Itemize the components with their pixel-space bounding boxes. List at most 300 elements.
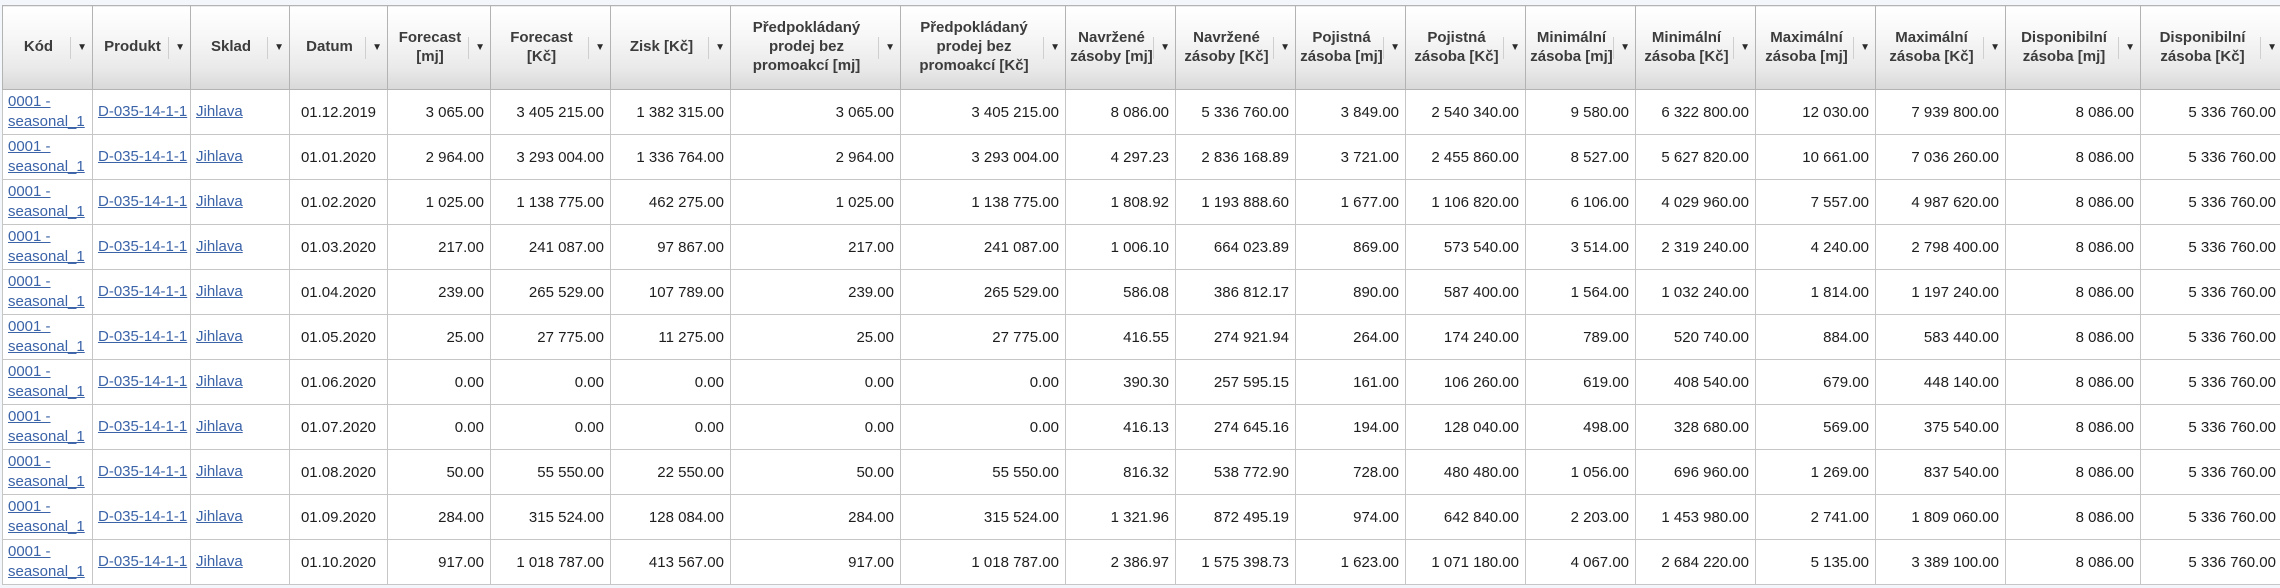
column-header-label: Pojistná zásoba [Kč] [1414,28,1499,65]
cell-pojistna_zasoba_mj: 869.00 [1296,225,1406,270]
cell-sklad [191,360,290,405]
cell-sklad [191,405,290,450]
cell-predpokladany_prodej_mj: 239.00 [731,270,901,315]
cell-navrzene_zasoby_kc: 872 495.19 [1176,495,1296,540]
filter-dropdown-icon[interactable]: ▼ [708,37,727,59]
cell-forecast_mj: 0.00 [388,360,491,405]
column-header-label: Pojistná zásoba [mj] [1300,28,1383,65]
kod-link[interactable]: 0001 - seasonal_1 [8,363,85,400]
column-header-label: Forecast [Kč] [510,28,573,65]
cell-datum: 01.12.2019 [290,90,388,135]
cell-maximalni_zasoba_mj: 7 557.00 [1756,180,1876,225]
column-header-minimalni_zasoba_mj[interactable] [1526,6,1636,90]
cell-forecast_kc: 55 550.00 [491,450,611,495]
cell-pojistna_zasoba_mj: 3 721.00 [1296,135,1406,180]
cell-datum: 01.07.2020 [290,405,388,450]
cell-produkt [93,495,191,540]
cell-zisk_kc: 97 867.00 [611,225,731,270]
sklad-link[interactable]: Jihlava [196,238,243,256]
cell-navrzene_zasoby_kc: 274 921.94 [1176,315,1296,360]
cell-sklad [191,225,290,270]
cell-maximalni_zasoba_kc: 1 809 060.00 [1876,495,2006,540]
sklad-link[interactable]: Jihlava [196,103,243,121]
column-header-label: Zisk [Kč] [629,38,694,56]
cell-pojistna_zasoba_mj: 1 623.00 [1296,540,1406,585]
cell-navrzene_zasoby_mj: 4 297.23 [1066,135,1176,180]
cell-forecast_mj: 284.00 [388,495,491,540]
filter-dropdown-icon[interactable]: ▼ [1613,37,1632,59]
cell-navrzene_zasoby_kc: 664 023.89 [1176,225,1296,270]
cell-datum: 01.08.2020 [290,450,388,495]
cell-zisk_kc: 107 789.00 [611,270,731,315]
column-header-zisk_kc[interactable] [611,6,731,90]
cell-zisk_kc: 413 567.00 [611,540,731,585]
cell-predpokladany_prodej_kc: 3 293 004.00 [901,135,1066,180]
column-header-label: Minimální zásoba [mj] [1530,28,1613,65]
filter-dropdown-icon[interactable]: ▼ [1273,37,1292,59]
kod-link[interactable]: 0001 - seasonal_1 [8,273,85,310]
column-header-label: Předpokládaný prodej bez promoakcí [Kč] [919,19,1029,74]
cell-kod [3,315,93,360]
cell-predpokladany_prodej_kc: 1 018 787.00 [901,540,1066,585]
cell-pojistna_zasoba_mj: 728.00 [1296,450,1406,495]
column-header-maximalni_zasoba_mj[interactable] [1756,6,1876,90]
cell-predpokladany_prodej_kc: 3 405 215.00 [901,90,1066,135]
cell-forecast_kc: 315 524.00 [491,495,611,540]
forecast-table [2,5,2280,585]
cell-forecast_kc: 0.00 [491,360,611,405]
cell-minimalni_zasoba_mj: 1 564.00 [1526,270,1636,315]
sklad-link[interactable]: Jihlava [196,463,243,481]
cell-disponibilni_zasoba_mj: 8 086.00 [2006,315,2141,360]
cell-datum: 01.03.2020 [290,225,388,270]
cell-kod [3,135,93,180]
cell-pojistna_zasoba_mj: 3 849.00 [1296,90,1406,135]
cell-navrzene_zasoby_kc: 5 336 760.00 [1176,90,1296,135]
table-row [3,270,2280,315]
cell-produkt [93,90,191,135]
cell-predpokladany_prodej_mj: 3 065.00 [731,90,901,135]
produkt-link[interactable]: D-035-14-1-1 [98,103,188,121]
cell-forecast_kc: 3 405 215.00 [491,90,611,135]
cell-produkt [93,360,191,405]
filter-dropdown-icon[interactable]: ▼ [365,37,384,59]
cell-forecast_kc: 0.00 [491,405,611,450]
filter-dropdown-icon[interactable]: ▼ [1043,37,1062,59]
cell-kod [3,405,93,450]
cell-datum: 01.02.2020 [290,180,388,225]
cell-navrzene_zasoby_mj: 416.13 [1066,405,1176,450]
cell-maximalni_zasoba_mj: 1 814.00 [1756,270,1876,315]
cell-minimalni_zasoba_kc: 5 627 820.00 [1636,135,1756,180]
cell-disponibilni_zasoba_kc: 5 336 760.00 [2141,270,2280,315]
produkt-link[interactable]: D-035-14-1-1 [98,553,188,571]
cell-disponibilni_zasoba_mj: 8 086.00 [2006,540,2141,585]
table-row [3,225,2280,270]
cell-disponibilni_zasoba_mj: 8 086.00 [2006,450,2141,495]
cell-maximalni_zasoba_mj: 12 030.00 [1756,90,1876,135]
sklad-link[interactable]: Jihlava [196,328,243,346]
cell-disponibilni_zasoba_kc: 5 336 760.00 [2141,315,2280,360]
cell-minimalni_zasoba_mj: 789.00 [1526,315,1636,360]
filter-dropdown-icon[interactable]: ▼ [1153,37,1172,59]
cell-disponibilni_zasoba_kc: 5 336 760.00 [2141,360,2280,405]
filter-dropdown-icon[interactable]: ▼ [1983,37,2002,59]
sklad-link[interactable]: Jihlava [196,283,243,301]
table-row [3,90,2280,135]
produkt-link[interactable]: D-035-14-1-1 [98,463,188,481]
produkt-link[interactable]: D-035-14-1-1 [98,508,188,526]
kod-link[interactable]: 0001 - seasonal_1 [8,498,85,535]
cell-forecast_mj: 25.00 [388,315,491,360]
column-header-produkt[interactable] [93,6,191,90]
cell-forecast_mj: 0.00 [388,405,491,450]
cell-forecast_mj: 2 964.00 [388,135,491,180]
cell-pojistna_zasoba_mj: 161.00 [1296,360,1406,405]
cell-minimalni_zasoba_kc: 696 960.00 [1636,450,1756,495]
table-row [3,360,2280,405]
cell-forecast_kc: 27 775.00 [491,315,611,360]
cell-navrzene_zasoby_mj: 1 321.96 [1066,495,1176,540]
column-header-kod[interactable] [3,6,93,90]
cell-maximalni_zasoba_kc: 7 939 800.00 [1876,90,2006,135]
cell-minimalni_zasoba_kc: 2 319 240.00 [1636,225,1756,270]
filter-dropdown-icon[interactable]: ▼ [588,37,607,59]
cell-sklad [191,135,290,180]
cell-zisk_kc: 11 275.00 [611,315,731,360]
cell-disponibilni_zasoba_kc: 5 336 760.00 [2141,540,2280,585]
cell-navrzene_zasoby_kc: 538 772.90 [1176,450,1296,495]
cell-navrzene_zasoby_kc: 274 645.16 [1176,405,1296,450]
column-header-label: Sklad [210,38,252,56]
cell-predpokladany_prodej_mj: 0.00 [731,405,901,450]
column-header-predpokladany_prodej_kc[interactable] [901,6,1066,90]
cell-predpokladany_prodej_mj: 0.00 [731,360,901,405]
cell-maximalni_zasoba_kc: 2 798 400.00 [1876,225,2006,270]
cell-pojistna_zasoba_kc: 128 040.00 [1406,405,1526,450]
table-row [3,540,2280,585]
cell-disponibilni_zasoba_mj: 8 086.00 [2006,495,2141,540]
cell-kod [3,90,93,135]
filter-dropdown-icon[interactable]: ▼ [468,37,487,59]
table-row [3,495,2280,540]
cell-maximalni_zasoba_mj: 10 661.00 [1756,135,1876,180]
cell-predpokladany_prodej_kc: 265 529.00 [901,270,1066,315]
cell-navrzene_zasoby_kc: 257 595.15 [1176,360,1296,405]
cell-zisk_kc: 0.00 [611,360,731,405]
table-row [3,405,2280,450]
cell-navrzene_zasoby_mj: 8 086.00 [1066,90,1176,135]
cell-minimalni_zasoba_kc: 328 680.00 [1636,405,1756,450]
cell-disponibilni_zasoba_kc: 5 336 760.00 [2141,405,2280,450]
cell-navrzene_zasoby_kc: 386 812.17 [1176,270,1296,315]
cell-datum: 01.01.2020 [290,135,388,180]
kod-link[interactable]: 0001 - seasonal_1 [8,93,85,130]
column-header-forecast_mj[interactable] [388,6,491,90]
cell-pojistna_zasoba_kc: 642 840.00 [1406,495,1526,540]
cell-navrzene_zasoby_mj: 816.32 [1066,450,1176,495]
cell-disponibilni_zasoba_mj: 8 086.00 [2006,225,2141,270]
cell-datum: 01.06.2020 [290,360,388,405]
cell-pojistna_zasoba_mj: 1 677.00 [1296,180,1406,225]
cell-minimalni_zasoba_kc: 520 740.00 [1636,315,1756,360]
cell-datum: 01.05.2020 [290,315,388,360]
cell-maximalni_zasoba_kc: 583 440.00 [1876,315,2006,360]
cell-sklad [191,450,290,495]
cell-kod [3,450,93,495]
table-header [3,6,2280,90]
cell-maximalni_zasoba_kc: 375 540.00 [1876,405,2006,450]
sklad-link[interactable]: Jihlava [196,553,243,571]
cell-maximalni_zasoba_mj: 884.00 [1756,315,1876,360]
cell-navrzene_zasoby_mj: 2 386.97 [1066,540,1176,585]
produkt-link[interactable]: D-035-14-1-1 [98,148,188,166]
sklad-link[interactable]: Jihlava [196,193,243,211]
cell-pojistna_zasoba_mj: 890.00 [1296,270,1406,315]
cell-zisk_kc: 22 550.00 [611,450,731,495]
filter-dropdown-icon[interactable]: ▼ [267,37,286,59]
filter-dropdown-icon[interactable]: ▼ [878,37,897,59]
cell-pojistna_zasoba_mj: 974.00 [1296,495,1406,540]
cell-pojistna_zasoba_kc: 1 106 820.00 [1406,180,1526,225]
cell-maximalni_zasoba_kc: 7 036 260.00 [1876,135,2006,180]
cell-produkt [93,540,191,585]
cell-pojistna_zasoba_kc: 573 540.00 [1406,225,1526,270]
header-row [3,6,2280,90]
column-header-label: Forecast [mj] [398,28,462,65]
cell-disponibilni_zasoba_mj: 8 086.00 [2006,180,2141,225]
produkt-link[interactable]: D-035-14-1-1 [98,193,188,211]
column-header-pojistna_zasoba_kc[interactable] [1406,6,1526,90]
cell-minimalni_zasoba_mj: 6 106.00 [1526,180,1636,225]
cell-minimalni_zasoba_kc: 4 029 960.00 [1636,180,1756,225]
cell-maximalni_zasoba_mj: 5 135.00 [1756,540,1876,585]
cell-forecast_kc: 265 529.00 [491,270,611,315]
filter-dropdown-icon[interactable]: ▼ [1503,37,1522,59]
cell-forecast_mj: 917.00 [388,540,491,585]
cell-predpokladany_prodej_kc: 1 138 775.00 [901,180,1066,225]
column-header-sklad[interactable] [191,6,290,90]
cell-disponibilni_zasoba_kc: 5 336 760.00 [2141,90,2280,135]
cell-disponibilni_zasoba_kc: 5 336 760.00 [2141,180,2280,225]
cell-predpokladany_prodej_mj: 917.00 [731,540,901,585]
cell-disponibilni_zasoba_kc: 5 336 760.00 [2141,450,2280,495]
cell-navrzene_zasoby_kc: 1 193 888.60 [1176,180,1296,225]
table-row [3,135,2280,180]
cell-zisk_kc: 462 275.00 [611,180,731,225]
column-header-navrzene_zasoby_kc[interactable] [1176,6,1296,90]
produkt-link[interactable]: D-035-14-1-1 [98,373,188,391]
sklad-link[interactable]: Jihlava [196,418,243,436]
cell-maximalni_zasoba_kc: 1 197 240.00 [1876,270,2006,315]
cell-kod [3,495,93,540]
cell-pojistna_zasoba_mj: 194.00 [1296,405,1406,450]
cell-maximalni_zasoba_mj: 2 741.00 [1756,495,1876,540]
column-header-datum[interactable] [290,6,388,90]
cell-disponibilni_zasoba_mj: 8 086.00 [2006,405,2141,450]
cell-sklad [191,180,290,225]
cell-datum: 01.10.2020 [290,540,388,585]
cell-produkt [93,135,191,180]
kod-link[interactable]: 0001 - seasonal_1 [8,183,85,220]
cell-sklad [191,495,290,540]
cell-predpokladany_prodej_kc: 315 524.00 [901,495,1066,540]
cell-maximalni_zasoba_kc: 448 140.00 [1876,360,2006,405]
filter-dropdown-icon[interactable]: ▼ [70,37,89,59]
cell-predpokladany_prodej_kc: 27 775.00 [901,315,1066,360]
cell-produkt [93,315,191,360]
cell-disponibilni_zasoba_kc: 5 336 760.00 [2141,495,2280,540]
produkt-link[interactable]: D-035-14-1-1 [98,418,188,436]
cell-pojistna_zasoba_kc: 587 400.00 [1406,270,1526,315]
cell-minimalni_zasoba_kc: 1 032 240.00 [1636,270,1756,315]
column-header-disponibilni_zasoba_kc[interactable] [2141,6,2280,90]
cell-minimalni_zasoba_mj: 1 056.00 [1526,450,1636,495]
cell-navrzene_zasoby_mj: 1 006.10 [1066,225,1176,270]
cell-maximalni_zasoba_kc: 4 987 620.00 [1876,180,2006,225]
column-header-label: Navržené zásoby [Kč] [1184,28,1269,65]
cell-zisk_kc: 1 382 315.00 [611,90,731,135]
cell-disponibilni_zasoba_mj: 8 086.00 [2006,135,2141,180]
column-header-pojistna_zasoba_mj[interactable] [1296,6,1406,90]
cell-predpokladany_prodej_mj: 217.00 [731,225,901,270]
cell-predpokladany_prodej_mj: 25.00 [731,315,901,360]
cell-forecast_mj: 217.00 [388,225,491,270]
filter-dropdown-icon[interactable]: ▼ [168,37,187,59]
cell-pojistna_zasoba_kc: 2 455 860.00 [1406,135,1526,180]
cell-kod [3,180,93,225]
sklad-link[interactable]: Jihlava [196,148,243,166]
cell-minimalni_zasoba_mj: 498.00 [1526,405,1636,450]
column-header-label: Produkt [104,38,161,56]
cell-navrzene_zasoby_mj: 586.08 [1066,270,1176,315]
cell-predpokladany_prodej_kc: 0.00 [901,360,1066,405]
cell-minimalni_zasoba_mj: 619.00 [1526,360,1636,405]
cell-maximalni_zasoba_mj: 679.00 [1756,360,1876,405]
cell-navrzene_zasoby_mj: 416.55 [1066,315,1176,360]
column-header-label: Navržené zásoby [mj] [1070,28,1153,65]
cell-maximalni_zasoba_kc: 3 389 100.00 [1876,540,2006,585]
cell-minimalni_zasoba_mj: 9 580.00 [1526,90,1636,135]
cell-pojistna_zasoba_kc: 174 240.00 [1406,315,1526,360]
column-header-predpokladany_prodej_mj[interactable] [731,6,901,90]
filter-dropdown-icon[interactable]: ▼ [2260,37,2279,59]
cell-minimalni_zasoba_kc: 408 540.00 [1636,360,1756,405]
cell-forecast_kc: 1 138 775.00 [491,180,611,225]
produkt-link[interactable]: D-035-14-1-1 [98,328,188,346]
table-row [3,450,2280,495]
filter-dropdown-icon[interactable]: ▼ [2118,37,2137,59]
column-header-label: Maximální zásoba [Kč] [1889,28,1974,65]
cell-sklad [191,315,290,360]
filter-dropdown-icon[interactable]: ▼ [1383,37,1402,59]
cell-predpokladany_prodej_kc: 55 550.00 [901,450,1066,495]
kod-link[interactable]: 0001 - seasonal_1 [8,453,85,490]
cell-predpokladany_prodej_kc: 0.00 [901,405,1066,450]
cell-navrzene_zasoby_kc: 2 836 168.89 [1176,135,1296,180]
kod-link[interactable]: 0001 - seasonal_1 [8,408,85,445]
column-header-minimalni_zasoba_kc[interactable] [1636,6,1756,90]
column-header-forecast_kc[interactable] [491,6,611,90]
cell-minimalni_zasoba_mj: 4 067.00 [1526,540,1636,585]
cell-forecast_mj: 1 025.00 [388,180,491,225]
cell-forecast_kc: 3 293 004.00 [491,135,611,180]
cell-navrzene_zasoby_mj: 1 808.92 [1066,180,1176,225]
cell-disponibilni_zasoba_mj: 8 086.00 [2006,270,2141,315]
cell-produkt [93,225,191,270]
cell-forecast_mj: 50.00 [388,450,491,495]
cell-predpokladany_prodej_mj: 50.00 [731,450,901,495]
cell-minimalni_zasoba_kc: 6 322 800.00 [1636,90,1756,135]
column-header-maximalni_zasoba_kc[interactable] [1876,6,2006,90]
sklad-link[interactable]: Jihlava [196,373,243,391]
cell-navrzene_zasoby_mj: 390.30 [1066,360,1176,405]
cell-sklad [191,90,290,135]
cell-kod [3,270,93,315]
column-header-label: Disponibilní zásoba [Kč] [2159,28,2246,65]
cell-maximalni_zasoba_kc: 837 540.00 [1876,450,2006,495]
cell-minimalni_zasoba_kc: 2 684 220.00 [1636,540,1756,585]
cell-pojistna_zasoba_kc: 106 260.00 [1406,360,1526,405]
cell-produkt [93,270,191,315]
sklad-link[interactable]: Jihlava [196,508,243,526]
cell-kod [3,360,93,405]
produkt-link[interactable]: D-035-14-1-1 [98,238,188,256]
filter-dropdown-icon[interactable]: ▼ [1733,37,1752,59]
cell-disponibilni_zasoba_mj: 8 086.00 [2006,90,2141,135]
column-header-label: Kód [23,38,54,56]
kod-link[interactable]: 0001 - seasonal_1 [8,543,85,580]
column-header-label: Minimální zásoba [Kč] [1644,28,1729,65]
cell-minimalni_zasoba_mj: 2 203.00 [1526,495,1636,540]
cell-sklad [191,270,290,315]
column-header-navrzene_zasoby_mj[interactable] [1066,6,1176,90]
table-row [3,180,2280,225]
cell-produkt [93,450,191,495]
kod-link[interactable]: 0001 - seasonal_1 [8,138,85,175]
cell-disponibilni_zasoba_mj: 8 086.00 [2006,360,2141,405]
cell-zisk_kc: 0.00 [611,405,731,450]
cell-predpokladany_prodej_mj: 1 025.00 [731,180,901,225]
cell-zisk_kc: 1 336 764.00 [611,135,731,180]
column-header-disponibilni_zasoba_mj[interactable] [2006,6,2141,90]
table-row [3,315,2280,360]
cell-forecast_mj: 239.00 [388,270,491,315]
cell-pojistna_zasoba_kc: 480 480.00 [1406,450,1526,495]
column-header-label: Maximální zásoba [mj] [1765,28,1848,65]
cell-sklad [191,540,290,585]
column-header-label: Předpokládaný prodej bez promoakcí [mj] [752,19,861,74]
cell-minimalni_zasoba_kc: 1 453 980.00 [1636,495,1756,540]
cell-pojistna_zasoba_mj: 264.00 [1296,315,1406,360]
produkt-link[interactable]: D-035-14-1-1 [98,283,188,301]
kod-link[interactable]: 0001 - seasonal_1 [8,318,85,355]
cell-datum: 01.04.2020 [290,270,388,315]
column-header-label: Datum [306,38,353,56]
cell-datum: 01.09.2020 [290,495,388,540]
cell-produkt [93,405,191,450]
kod-link[interactable]: 0001 - seasonal_1 [8,228,85,265]
cell-predpokladany_prodej_mj: 2 964.00 [731,135,901,180]
cell-predpokladany_prodej_kc: 241 087.00 [901,225,1066,270]
filter-dropdown-icon[interactable]: ▼ [1853,37,1872,59]
cell-kod [3,540,93,585]
cell-forecast_kc: 241 087.00 [491,225,611,270]
cell-produkt [93,180,191,225]
cell-maximalni_zasoba_mj: 1 269.00 [1756,450,1876,495]
cell-predpokladany_prodej_mj: 284.00 [731,495,901,540]
column-header-label: Disponibilní zásoba [mj] [2021,28,2107,65]
